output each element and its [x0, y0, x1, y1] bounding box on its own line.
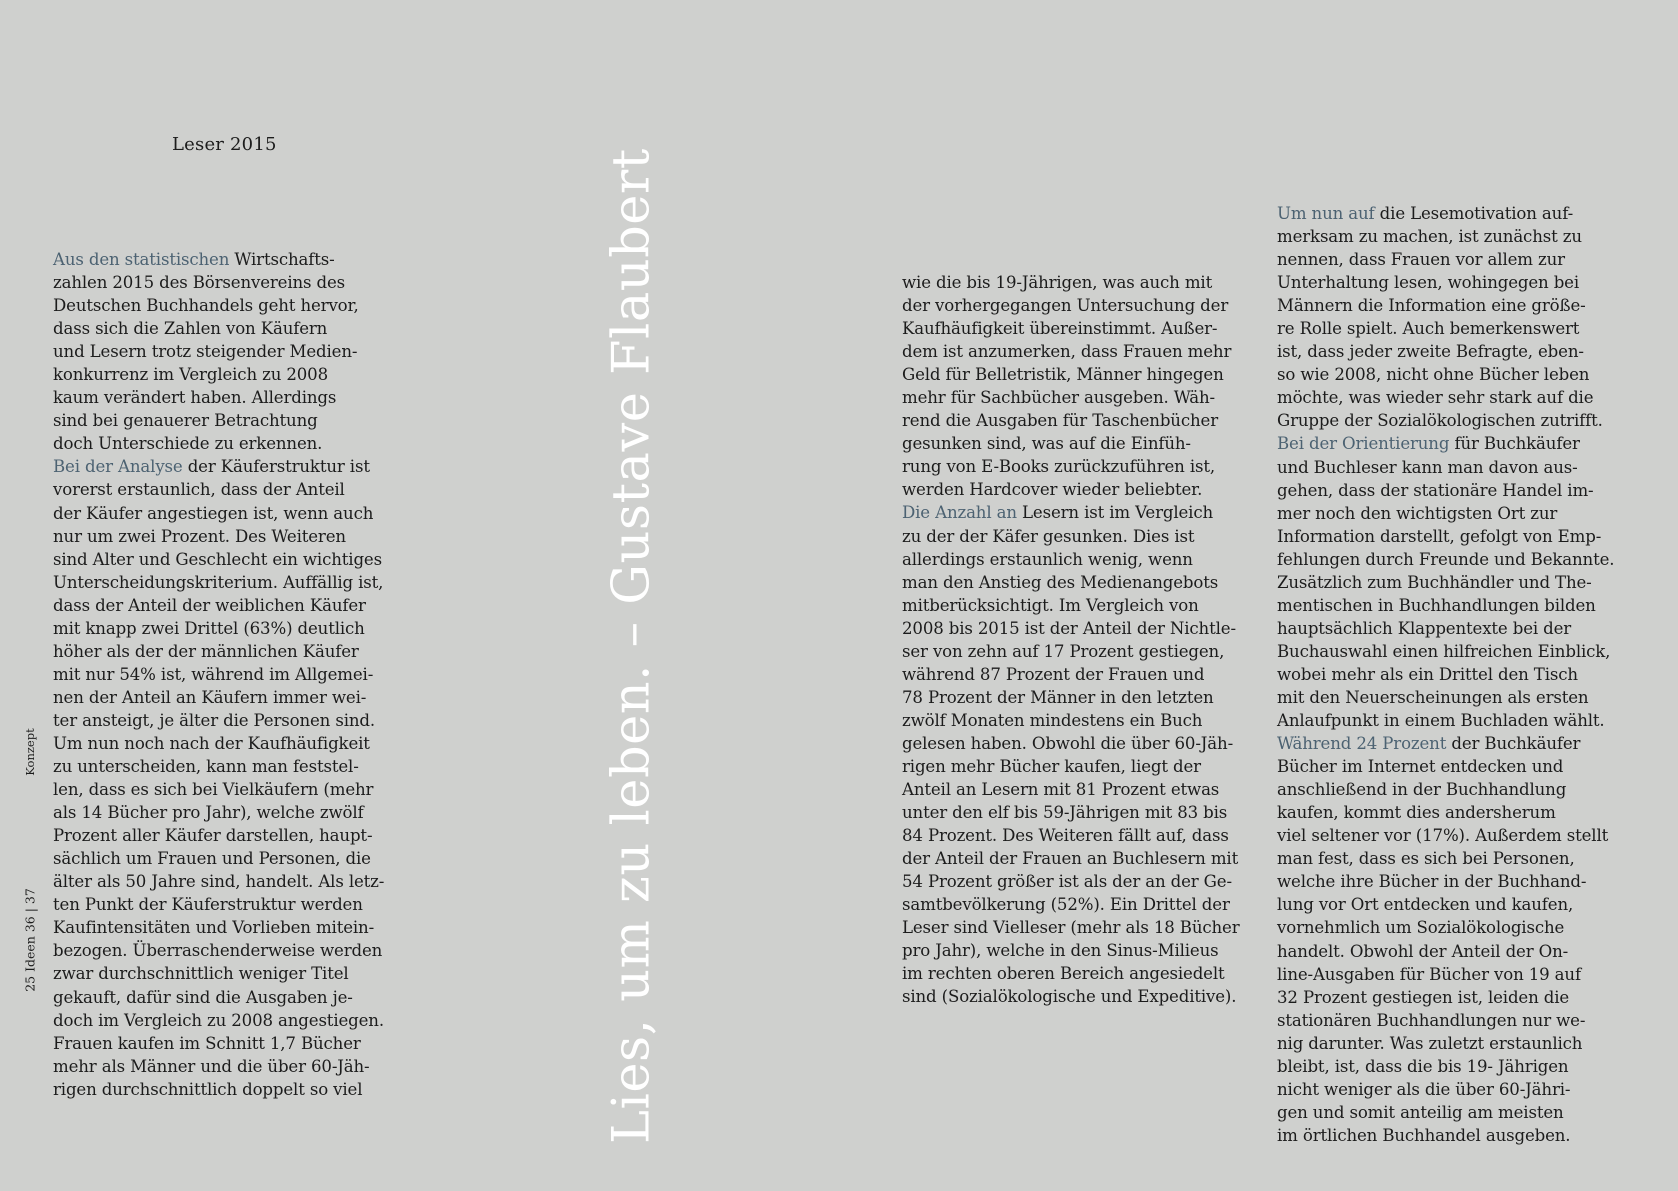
line-text: Gruppe der Sozialökologischen zutrifft.	[1277, 411, 1603, 431]
line-text: wie die bis 19-Jährigen, was auch mit	[902, 273, 1213, 292]
text-line	[1277, 1009, 1614, 1032]
text-line	[53, 432, 384, 455]
text-line	[1277, 1078, 1614, 1101]
line-text: merksam zu machen, ist zunächst zu	[1277, 227, 1582, 247]
text-line	[53, 640, 384, 663]
text-line	[902, 571, 1240, 594]
paragraph-lead-in: Bei der Orientierung	[1277, 434, 1450, 454]
text-line	[902, 778, 1240, 801]
text-line	[53, 870, 384, 893]
text-line	[1277, 1032, 1614, 1055]
text-line	[902, 548, 1240, 571]
text-line	[1277, 963, 1614, 986]
line-text: als 14 Bücher pro Jahr), welche zwölf	[53, 803, 364, 823]
text-line	[53, 386, 384, 409]
line-text: vornehmlich um Sozialökologische	[1277, 918, 1565, 938]
line-text: nen der Anteil an Käufern immer wei-	[53, 687, 367, 707]
text-line	[1277, 778, 1614, 801]
text-line	[902, 870, 1240, 893]
line-text: rigen mehr Bücher kaufen, liegt der	[902, 756, 1201, 776]
line-text: mit den Neuerscheinungen als ersten	[1277, 687, 1589, 707]
line-text: der Käuferstruktur ist	[182, 457, 370, 477]
text-line	[53, 617, 384, 640]
text-line	[902, 709, 1240, 732]
text-line	[53, 525, 384, 548]
line-text: 78 Prozent der Männer in den letzten	[902, 687, 1214, 707]
line-text: Deutschen Buchhandels geht hervor,	[53, 296, 359, 316]
text-line	[1277, 363, 1614, 386]
text-line	[902, 962, 1240, 985]
text-line	[1277, 755, 1614, 778]
line-text: samtbevölkerung (52%). Ein Drittel der	[902, 895, 1230, 915]
text-line	[902, 663, 1240, 686]
line-text: 32 Prozent gestiegen ist, leiden die	[1277, 987, 1570, 1007]
text-line	[902, 478, 1240, 501]
text-line	[1277, 294, 1614, 317]
text-line	[1277, 409, 1614, 432]
text-line	[1277, 594, 1614, 617]
text-line	[902, 340, 1240, 363]
text-line	[902, 939, 1240, 962]
text-line	[902, 732, 1240, 755]
line-text: Anteil an Lesern mit 81 Prozent etwas	[902, 780, 1220, 800]
line-text: doch Unterschiede zu erkennen.	[53, 434, 323, 454]
paragraph-lead-in: Die Anzahl an	[902, 503, 1017, 523]
line-text: so wie 2008, nicht ohne Bücher leben	[1277, 365, 1590, 385]
line-text: Wirtschafts-	[229, 250, 335, 269]
text-line	[902, 317, 1240, 340]
line-text: 84 Prozent. Des Weiteren fällt auf, dass	[902, 826, 1229, 846]
text-line	[53, 732, 384, 755]
text-line	[53, 502, 384, 525]
line-text: wobei mehr als ein Drittel den Tisch	[1277, 664, 1578, 684]
line-text: zu der der Käfer gesunken. Dies ist	[902, 526, 1195, 546]
line-text: len, dass es sich bei Vielkäufern (mehr	[53, 780, 374, 800]
text-line	[53, 571, 384, 594]
text-line	[902, 985, 1240, 1008]
text-line	[53, 294, 384, 317]
text-line	[902, 617, 1240, 640]
line-text: die Lesemotivation auf-	[1374, 204, 1574, 223]
line-text: ter ansteigt, je älter die Personen sind.	[53, 710, 375, 730]
text-line	[1277, 525, 1614, 548]
text-line	[53, 248, 384, 271]
line-text: gehen, dass der stationäre Handel im-	[1277, 480, 1594, 500]
text-line	[53, 847, 384, 870]
text-line	[1277, 870, 1614, 893]
text-line	[1277, 986, 1614, 1009]
line-text: Frauen kaufen im Schnitt 1,7 Bücher	[53, 1033, 361, 1053]
line-text: im örtlichen Buchhandel ausgeben.	[1277, 1125, 1571, 1145]
line-text: kaufen, kommt dies andersherum	[1277, 803, 1556, 823]
text-line	[902, 409, 1240, 432]
line-text: zwar durchschnittlich weniger Titel	[53, 964, 349, 984]
line-text: werden Hardcover wieder beliebter.	[902, 480, 1203, 500]
line-text: hauptsächlich Klappentexte bei der	[1277, 618, 1572, 638]
line-text: dem ist anzumerken, dass Frauen mehr	[902, 342, 1232, 362]
line-text: älter als 50 Jahre sind, handelt. Als letz-	[53, 872, 385, 892]
line-text: gesunken sind, was auf die Einfüh-	[902, 434, 1191, 454]
line-text: möchte, was wieder sehr stark auf die	[1277, 388, 1594, 408]
text-line	[902, 594, 1240, 617]
line-text: konkurrenz im Vergleich zu 2008	[53, 365, 328, 385]
line-text: nig darunter. Was zuletzt erstaunlich	[1277, 1033, 1583, 1053]
line-text: fehlungen durch Freunde und Bekannte.	[1277, 549, 1615, 569]
text-line	[1277, 1101, 1614, 1124]
line-text: man den Anstieg des Medienangebots	[902, 572, 1219, 592]
text-line	[1277, 317, 1614, 340]
text-line	[53, 1055, 384, 1078]
text-line	[1277, 456, 1614, 479]
text-line	[902, 294, 1240, 317]
text-line	[53, 962, 384, 985]
line-text: Unterhaltung lesen, wohingegen bei	[1277, 273, 1579, 293]
text-line	[53, 916, 384, 939]
text-line	[53, 409, 384, 432]
line-text: und Buchleser kann man davon aus-	[1277, 457, 1578, 477]
text-line	[53, 939, 384, 962]
section-label: Konzept	[23, 728, 37, 776]
paragraph-lead-in: Um nun auf	[1277, 204, 1375, 223]
text-line	[1277, 271, 1614, 294]
text-line	[53, 548, 384, 571]
line-text: stationären Buchhandlungen nur we-	[1277, 1010, 1586, 1030]
line-text: viel seltener vor (17%). Außerdem stellt	[1277, 826, 1609, 846]
line-text: handelt. Obwohl der Anteil der On-	[1277, 941, 1569, 961]
line-text: 54 Prozent größer ist als der an der Ge-	[902, 872, 1232, 892]
text-line	[53, 1009, 384, 1032]
line-text: zu unterscheiden, kann man feststel-	[53, 757, 359, 777]
text-line	[1277, 225, 1614, 248]
text-line	[53, 271, 384, 294]
text-line	[1277, 1124, 1614, 1147]
line-text: mentischen in Buchhandlungen bilden	[1277, 595, 1596, 615]
text-line	[902, 824, 1240, 847]
paragraph-lead-in: Aus den statistischen	[53, 250, 230, 269]
text-line	[1277, 248, 1614, 271]
text-line	[53, 363, 384, 386]
line-text: Geld für Belletristik, Männer hingegen	[902, 365, 1224, 385]
line-text: bezogen. Überraschenderweise werden	[53, 941, 383, 961]
line-text: Kaufhäufigkeit übereinstimmt. Außer-	[902, 319, 1218, 339]
text-line	[902, 363, 1240, 386]
text-line	[1277, 1055, 1614, 1078]
line-text: mer noch den wichtigsten Ort zur	[1277, 503, 1558, 523]
text-line	[1277, 502, 1614, 525]
line-text: Buchauswahl einen hilfreichen Einblick,	[1277, 641, 1611, 661]
line-text: der Buchkäufer	[1446, 734, 1581, 754]
line-text: sächlich um Frauen und Personen, die	[53, 849, 371, 869]
text-line	[902, 847, 1240, 870]
text-line	[902, 755, 1240, 778]
line-text: Anlaufpunkt in einem Buchladen wählt.	[1277, 711, 1605, 731]
line-text: lung vor Ort entdecken und kaufen,	[1277, 895, 1574, 915]
text-line	[53, 893, 384, 916]
line-text: sind (Sozialökologische und Expeditive).	[902, 987, 1237, 1007]
line-text: re Rolle spielt. Auch bemerkenswert	[1277, 319, 1580, 339]
line-text: dass sich die Zahlen von Käufern	[53, 319, 328, 339]
line-text: Unterscheidungskriterium. Auffällig ist,	[53, 572, 384, 592]
text-column-1	[53, 248, 384, 1101]
line-text: für Buchkäufer	[1449, 434, 1580, 454]
line-text: ten Punkt der Käuferstruktur werden	[53, 895, 363, 915]
text-line	[1277, 340, 1614, 363]
line-text: mehr als Männer und die über 60-Jäh-	[53, 1056, 370, 1076]
text-line	[53, 986, 384, 1009]
line-text: kaum verändert haben. Allerdings	[53, 388, 337, 408]
text-line	[53, 755, 384, 778]
line-text: unter den elf bis 59-Jährigen mit 83 bis	[902, 803, 1228, 823]
line-text: allerdings erstaunlich wenig, wenn	[902, 549, 1193, 569]
line-text: der Käufer angestiegen ist, wenn auch	[53, 503, 374, 523]
line-text: line-Ausgaben für Bücher von 19 auf	[1277, 964, 1581, 984]
line-text: rigen durchschnittlich doppelt so viel	[53, 1079, 363, 1099]
text-line	[902, 801, 1240, 824]
text-line	[1277, 548, 1614, 571]
line-text: ser von zehn auf 17 Prozent gestiegen,	[902, 641, 1225, 661]
line-text: zwölf Monaten mindestens ein Buch	[902, 710, 1203, 730]
line-text: ist, dass jeder zweite Befragte, eben-	[1277, 342, 1584, 362]
line-text: höher als der der männlichen Käufer	[53, 641, 359, 661]
line-text: vorerst erstaunlich, dass der Anteil	[53, 480, 345, 500]
line-text: Zusätzlich zum Buchhändler und The-	[1277, 572, 1592, 592]
text-line	[1277, 617, 1614, 640]
page-folio: 25 Ideen 36 | 37	[22, 888, 38, 992]
line-text: Um nun noch nach der Kaufhäufigkeit	[53, 733, 370, 753]
line-text: bleibt, ist, dass die bis 19- Jährigen	[1277, 1056, 1569, 1076]
line-text: nennen, dass Frauen vor allem zur	[1277, 250, 1565, 270]
text-column-3	[1277, 202, 1614, 1147]
text-line	[53, 778, 384, 801]
text-line	[1277, 663, 1614, 686]
text-line	[902, 640, 1240, 663]
line-text: dass der Anteil der weiblichen Käufer	[53, 595, 366, 615]
line-text: zahlen 2015 des Börsenvereins des	[53, 273, 346, 293]
line-text: Information darstellt, gefolgt von Emp-	[1277, 526, 1602, 546]
text-line	[53, 801, 384, 824]
line-text: nicht weniger als die über 60-Jähri-	[1277, 1079, 1571, 1099]
line-text: Männern die Information eine größe-	[1277, 296, 1586, 316]
line-text: sind bei genauerer Betrachtung	[53, 411, 318, 431]
line-text: Kaufintensitäten und Vorlieben mitein-	[53, 918, 375, 938]
line-text: man fest, dass es sich bei Personen,	[1277, 849, 1575, 869]
line-text: Leser sind Vielleser (mehr als 18 Bücher	[902, 918, 1240, 938]
text-line	[53, 1078, 384, 1101]
text-line	[53, 1032, 384, 1055]
text-line	[902, 686, 1240, 709]
text-line	[1277, 916, 1614, 939]
page-title: Leser 2015	[172, 134, 277, 155]
line-text: mit knapp zwei Drittel (63%) deutlich	[53, 618, 365, 638]
line-text: sind Alter und Geschlecht ein wichtiges	[53, 549, 382, 569]
line-text: gekauft, dafür sind die Ausgaben je-	[53, 987, 353, 1007]
line-text: während 87 Prozent der Frauen und	[902, 664, 1205, 684]
line-text: welche ihre Bücher in der Buchhand-	[1277, 872, 1587, 892]
text-line	[902, 271, 1240, 294]
line-text: gen und somit anteilig am meisten	[1277, 1102, 1564, 1122]
vertical-quote: Lies, um zu leben. – Gustave Flaubert	[602, 148, 662, 1144]
paragraph-lead-in: Während 24 Prozent	[1277, 734, 1447, 754]
line-text: Prozent aller Käufer darstellen, haupt-	[53, 826, 373, 846]
text-line	[902, 525, 1240, 548]
text-line	[902, 432, 1240, 455]
text-line	[1277, 640, 1614, 663]
text-line	[53, 824, 384, 847]
text-line	[53, 663, 384, 686]
text-line	[1277, 709, 1614, 732]
text-line	[53, 709, 384, 732]
line-text: im rechten oberen Bereich angesiedelt	[902, 964, 1225, 984]
text-line	[1277, 479, 1614, 502]
text-line	[53, 594, 384, 617]
text-line	[902, 916, 1240, 939]
line-text: Lesern ist im Vergleich	[1016, 503, 1213, 523]
text-line	[1277, 386, 1614, 409]
text-line	[1277, 432, 1614, 455]
line-text: doch im Vergleich zu 2008 angestiegen.	[53, 1010, 384, 1030]
line-text: anschließend in der Buchhandlung	[1277, 780, 1567, 800]
line-text: der Anteil der Frauen an Buchlesern mit	[902, 849, 1239, 869]
line-text: mitberücksichtigt. Im Vergleich von	[902, 595, 1199, 615]
text-line	[53, 686, 384, 709]
text-line	[1277, 571, 1614, 594]
text-line	[902, 386, 1240, 409]
line-text: Bücher im Internet entdecken und	[1277, 757, 1564, 777]
text-line	[1277, 893, 1614, 916]
line-text: rung von E-Books zurückzuführen ist,	[902, 457, 1216, 477]
text-line	[53, 478, 384, 501]
line-text: mehr für Sachbücher ausgeben. Wäh-	[902, 388, 1215, 408]
line-text: pro Jahr), welche in den Sinus-Milieus	[902, 941, 1219, 961]
line-text: rend die Ausgaben für Taschenbücher	[902, 411, 1218, 431]
text-line	[1277, 801, 1614, 824]
text-line	[1277, 686, 1614, 709]
text-line	[1277, 732, 1614, 755]
line-text: und Lesern trotz steigender Medien-	[53, 342, 358, 362]
line-text: nur um zwei Prozent. Des Weiteren	[53, 526, 346, 546]
text-line	[902, 501, 1240, 524]
paragraph-lead-in: Bei der Analyse	[53, 457, 183, 477]
text-column-2	[902, 271, 1240, 1009]
line-text: 2008 bis 2015 ist der Anteil der Nichtle-	[902, 618, 1236, 638]
text-line	[53, 340, 384, 363]
line-text: der vorhergegangen Untersuchung der	[902, 296, 1229, 316]
line-text: gelesen haben. Obwohl die über 60-Jäh-	[902, 733, 1234, 753]
text-line	[53, 455, 384, 478]
text-line	[53, 317, 384, 340]
text-line	[902, 893, 1240, 916]
text-line	[902, 455, 1240, 478]
line-text: mit nur 54% ist, während im Allgemei-	[53, 664, 374, 684]
text-line	[1277, 824, 1614, 847]
text-line	[1277, 202, 1614, 225]
text-line	[1277, 940, 1614, 963]
text-line	[1277, 847, 1614, 870]
